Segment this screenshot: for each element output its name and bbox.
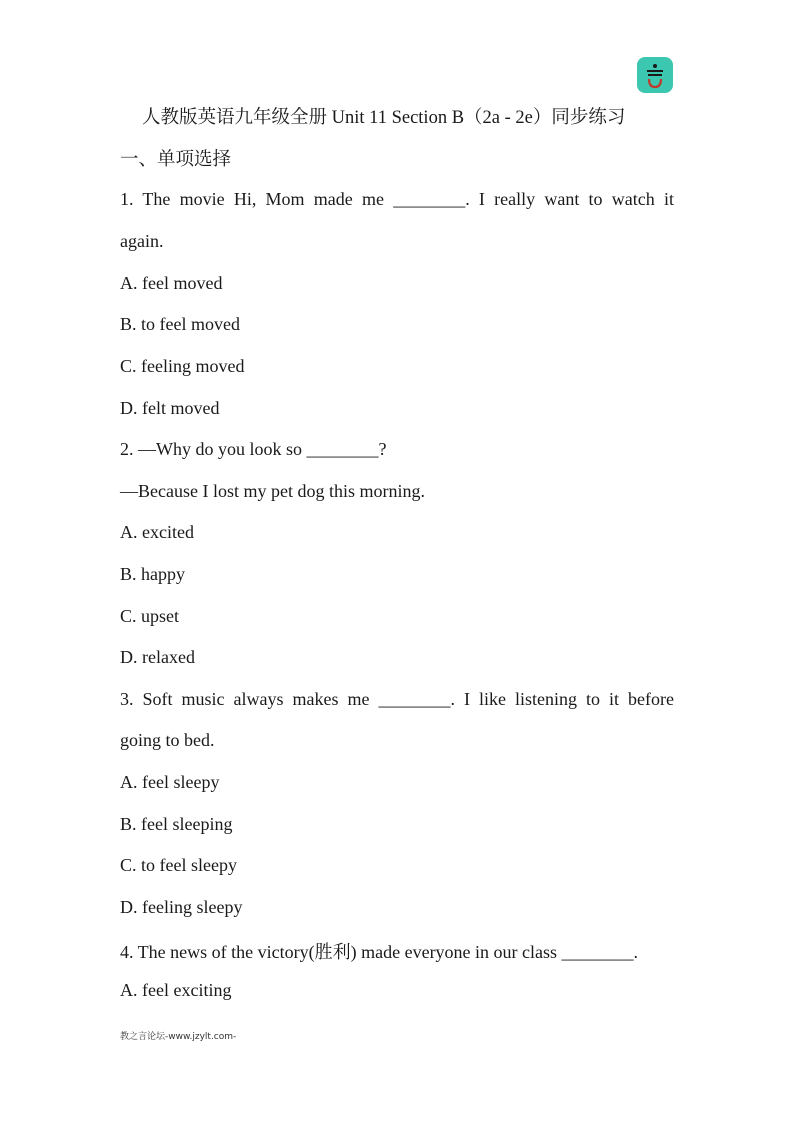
- book-logo-icon: [637, 57, 673, 93]
- question-4-option-a: A. feel exciting: [120, 980, 232, 1000]
- question-1-option-b: B. to feel moved: [120, 314, 240, 334]
- question-4-stem: 4. The news of the victory(胜利) made everyone in our class ________.: [120, 942, 639, 962]
- question-3-option-c: C. to feel sleepy: [120, 855, 237, 875]
- question-1-option-c: C. feeling moved: [120, 356, 245, 376]
- section-heading: 一、单项选择: [120, 150, 232, 170]
- question-2-option-d: D. relaxed: [120, 647, 195, 667]
- page-footer: 教之言论坛-www.jzylt.com-: [120, 1032, 237, 1042]
- question-3-option-a: A. feel sleepy: [120, 772, 220, 792]
- question-2-option-c: C. upset: [120, 606, 180, 626]
- question-2-option-b: B. happy: [120, 564, 185, 584]
- question-1-option-d: D. felt moved: [120, 398, 220, 418]
- question-1-stem: 1. The movie Hi, Mom made me ________. I really want to watch it: [120, 189, 674, 209]
- page-title: 人教版英语九年级全册 Unit 11 Section B（2a - 2e）同步练习: [142, 108, 626, 128]
- question-3-option-b: B. feel sleeping: [120, 814, 233, 834]
- question-2-stem-cont: —Because I lost my pet dog this morning.: [120, 481, 425, 501]
- question-3-option-d: D. feeling sleepy: [120, 897, 243, 917]
- question-2-stem: 2. —Why do you look so ________?: [120, 439, 387, 459]
- logo: [637, 57, 673, 93]
- question-1-option-a: A. feel moved: [120, 273, 223, 293]
- question-2-option-a: A. excited: [120, 522, 194, 542]
- question-3-stem: 3. Soft music always makes me ________. I like listening to it before: [120, 689, 674, 709]
- question-1-stem-cont: again.: [120, 231, 164, 251]
- question-3-stem-cont: going to bed.: [120, 730, 215, 750]
